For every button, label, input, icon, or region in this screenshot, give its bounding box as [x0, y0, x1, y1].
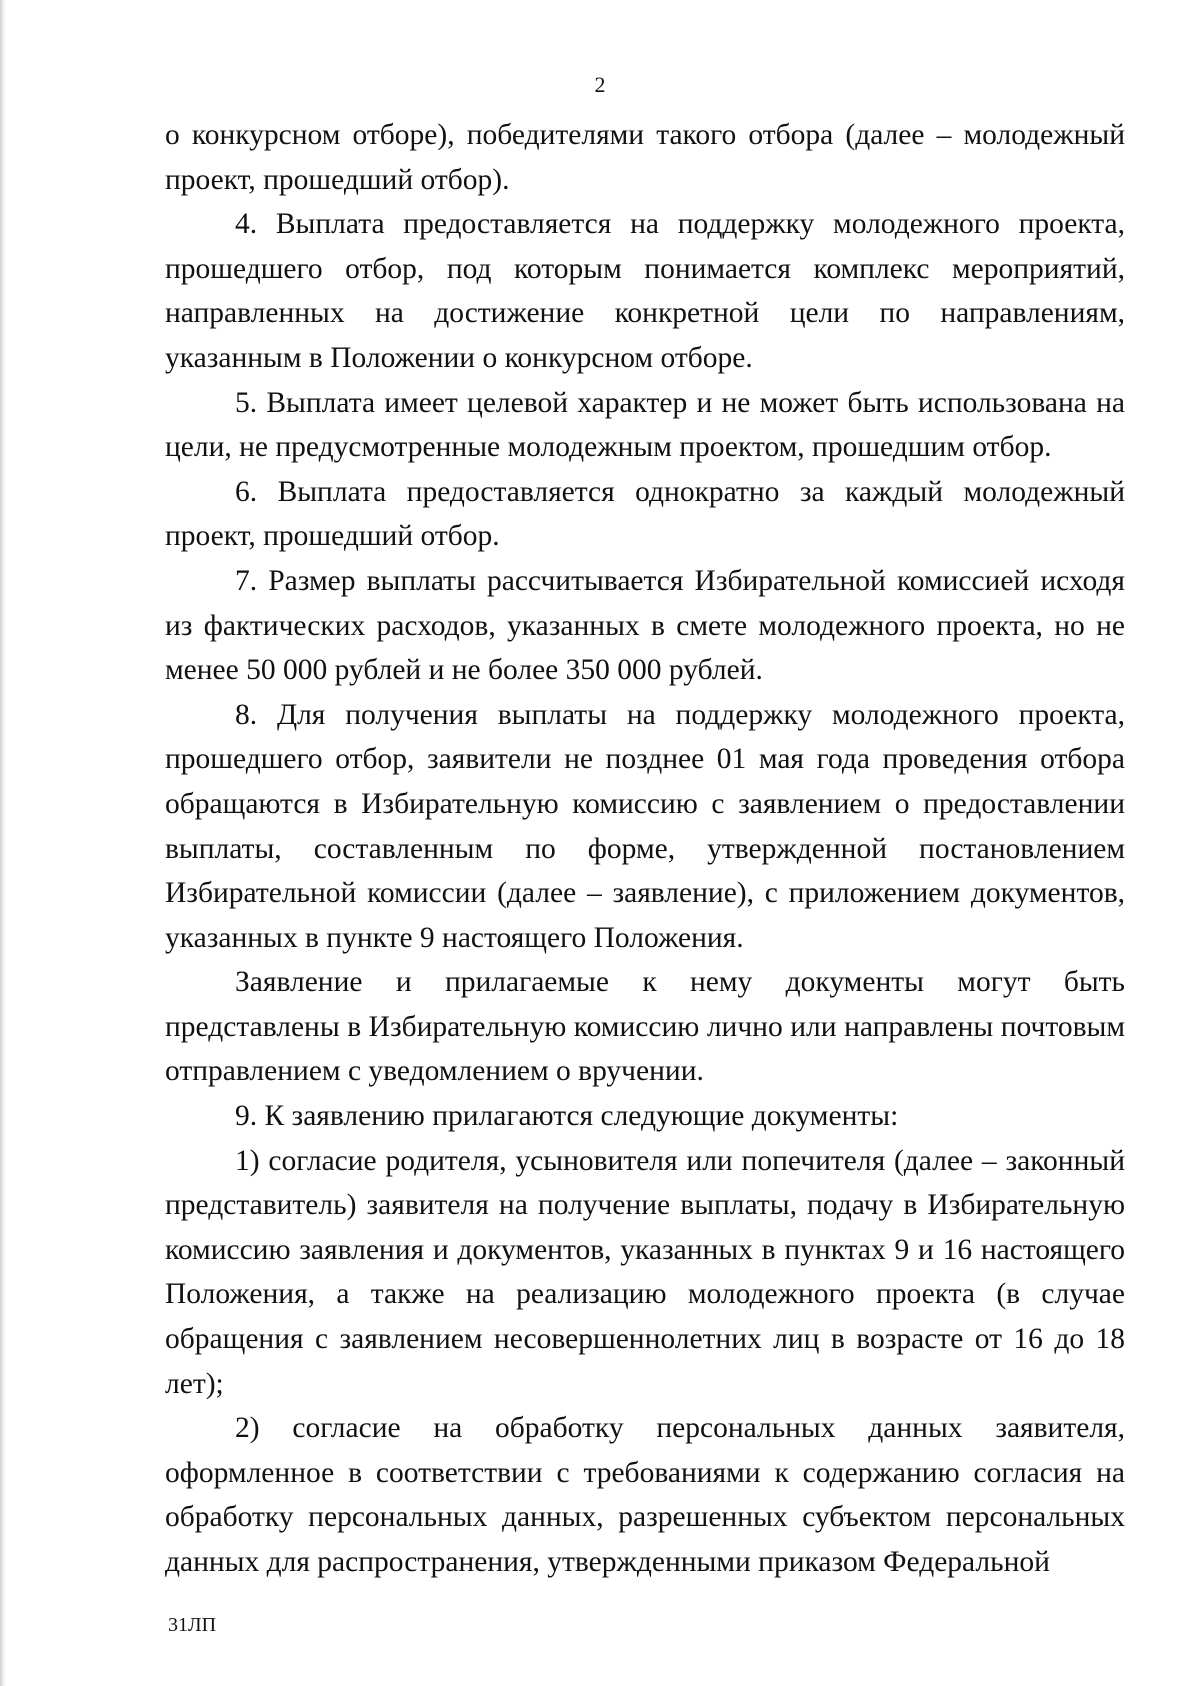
paragraph-item-8: 8. Для получения выплаты на поддержку молодежного проекта, прошедшего отбор, заявители не позднее 01 мая года проведения отбора обращаются в Избирательную комиссию с заявлением о предоставлении выплаты, составленным по форме, утвержденной постановлением Избирательной комиссии (далее – заявление), с приложением документов, указанных в пункте 9 настоящего Положения. — [165, 698, 1125, 954]
paragraph-item-4: 4. Выплата предоставляется на поддержку молодежного проекта, прошедшего отбор, под которым понимается комплекс мероприятий, направленных на достижение конкретной цели по направлениям, указанным в Положении о конкурсном отборе. — [165, 208, 1125, 374]
scan-edge — [0, 0, 6, 1686]
paragraph-item-8-note: Заявление и прилагаемые к нему документы могут быть представлены в Избирательную комиссию лично или направлены почтовым отправлением с уведомлением о вручении. — [165, 966, 1125, 1088]
page-number: 2 — [594, 72, 606, 97]
paragraph-item-7: 7. Размер выплаты рассчитывается Избирательной комиссией исходя из фактических расходов, указанных в смете молодежного проекта, но не менее 50 000 рублей и не более 350 000 рублей. — [165, 564, 1125, 687]
document-body — [165, 113, 1125, 1585]
paragraph-item-5: 5. Выплата имеет целевой характер и не может быть использована на цели, не предусмотренные молодежным проектом, прошедшим отбор. — [165, 386, 1125, 464]
paragraph-item-9: 9. К заявлению прилагаются следующие документы: — [235, 1100, 899, 1133]
paragraph-subitem-2: 2) согласие на обработку персональных данных заявителя, оформленное в соответствии с требованиями к содержанию согласия на обработку персональных данных, разрешенных субъектом персональных данных для распространения, утвержденными приказом Федеральной — [165, 1412, 1125, 1578]
paragraph-item-6: 6. Выплата предоставляется однократно за каждый молодежный проект, прошедший отбор. — [165, 475, 1125, 553]
paragraph-continuation: о конкурсном отборе), победителями такого отбора (далее – молодежный проект, прошедший отбор). — [165, 119, 1125, 196]
footer-document-code: 31ЛП — [168, 1614, 217, 1636]
paragraph-subitem-1: 1) согласие родителя, усыновителя или попечителя (далее – законный представитель) заявителя на получение выплаты, подачу в Избирательную комиссию заявления и документов, указанных в пунктах 9 и 16 настоящего Положения, а также на реализацию молодежного проекта (в случае обращения с заявлением несовершеннолетних лиц в возрасте от 16 до 18 лет); — [165, 1144, 1125, 1400]
